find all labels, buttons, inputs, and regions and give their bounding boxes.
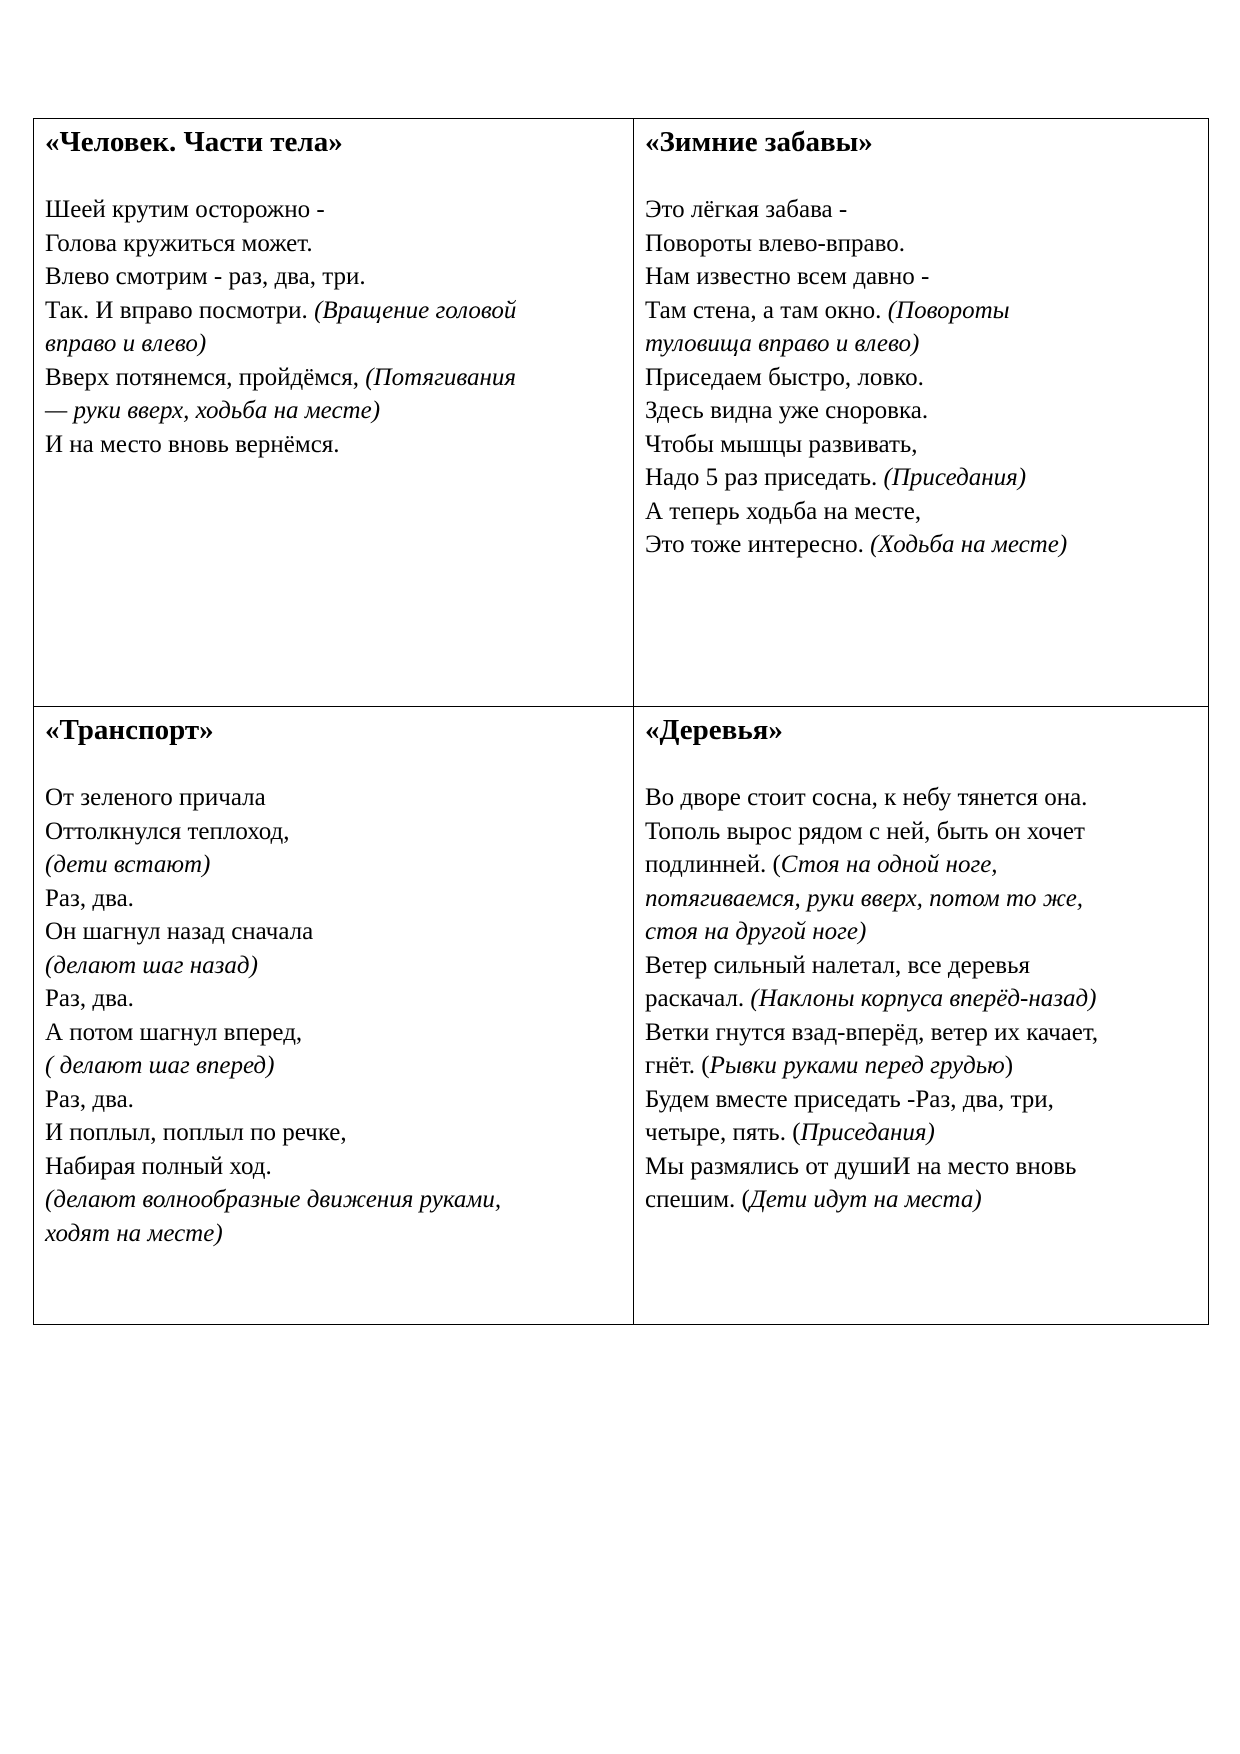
poem-line (45, 327, 622, 361)
poem-text: Здесь видна уже сноровка. (645, 397, 929, 424)
poem-text: гнёт. ( (645, 1052, 710, 1079)
poem-line (45, 260, 622, 294)
poem-line (45, 915, 622, 949)
stage-direction: туловища вправо и влево) (645, 330, 920, 357)
poem-line (645, 882, 1197, 916)
poem-line (645, 394, 1197, 428)
poem-text: От зеленого причала (45, 784, 266, 811)
stage-direction: ( делают шаг вперед) (45, 1052, 275, 1079)
poem-line (45, 1016, 622, 1050)
poem-line (645, 915, 1197, 949)
poem-line (645, 982, 1197, 1016)
stage-direction: Дети идут на места) (749, 1186, 982, 1213)
poem-text: И на место вновь вернёмся. (45, 430, 340, 458)
poem-line (45, 394, 622, 428)
stage-direction: вправо и влево) (45, 330, 207, 357)
table-row (34, 119, 1209, 707)
cell-body (645, 781, 1197, 1217)
poem-line (45, 1217, 622, 1251)
cell-title: «Человек. Части тела» (45, 126, 343, 158)
poem-line (45, 1150, 622, 1184)
poem-line (45, 1049, 622, 1083)
poem-line (45, 428, 622, 462)
poem-line (645, 848, 1197, 882)
poem-line (645, 327, 1197, 361)
poem-line (645, 227, 1197, 261)
poem-text: Это тоже интересно. (645, 531, 871, 558)
poem-line (45, 982, 622, 1016)
poem-line (645, 815, 1197, 849)
cell-derevya (634, 707, 1209, 1325)
cell-zimnie-zabavy (634, 119, 1209, 707)
poem-line (45, 1183, 622, 1217)
poem-line (45, 815, 622, 849)
stage-direction: (делают шаг назад) (45, 951, 258, 979)
poem-text: А потом шагнул вперед, (45, 1018, 303, 1046)
poem-line (645, 260, 1197, 294)
poem-text: ) (1004, 1052, 1014, 1079)
poem-text: спешим. ( (645, 1186, 750, 1213)
poem-text: Он шагнул назад сначала (45, 918, 314, 945)
poem-text: раскачал. (645, 985, 751, 1012)
stage-direction: Рывки руками перед грудью (709, 1052, 1005, 1079)
stage-direction: Стоя на одной ноге, (780, 851, 998, 878)
poem-text: Раз, два. (45, 985, 134, 1012)
poem-text: Мы размялись от душиИ на место вновь (645, 1152, 1077, 1180)
poem-text: А теперь ходьба на месте, (645, 497, 922, 525)
poem-text: Во дворе стоит сосна, к небу тянется она. (645, 784, 1088, 811)
stage-direction: (Приседания) (883, 464, 1027, 491)
poem-text: Влево смотрим - раз, два, три. (45, 263, 366, 290)
poem-line (45, 1116, 622, 1150)
poem-text: Вверх потянемся, пройдёмся, (45, 363, 366, 391)
poem-line (45, 949, 622, 983)
cell-title: «Деревья» (645, 714, 783, 746)
poem-line (645, 495, 1197, 529)
poem-line (45, 294, 622, 328)
stage-direction: стоя на другой ноге) (645, 918, 867, 945)
poem-line (645, 1083, 1197, 1117)
poem-line (645, 1183, 1197, 1217)
poem-text: Нам известно всем давно - (645, 263, 930, 290)
stage-direction: (делают волнообразные движения руками, (45, 1186, 502, 1213)
cell-title: «Зимние забавы» (645, 126, 873, 158)
poem-line (645, 294, 1197, 328)
poem-text: четыре, пять. ( (645, 1119, 801, 1146)
poem-text: Тополь вырос рядом с ней, быть он хочет (645, 817, 1085, 845)
stage-direction: (Потягивания (365, 363, 517, 391)
poem-line (45, 193, 622, 227)
stage-direction: — руки вверх, ходьба на месте) (45, 397, 381, 424)
poem-text: Это лёгкая забава - (645, 196, 848, 223)
poem-text: И поплыл, поплыл по речке, (45, 1119, 347, 1146)
poem-text: Чтобы мышцы развивать, (645, 430, 918, 458)
stage-direction: (Наклоны корпуса вперёд-назад) (750, 985, 1097, 1012)
poem-text: Набирая полный ход. (45, 1152, 272, 1180)
poem-line (45, 848, 622, 882)
poem-line (645, 949, 1197, 983)
stage-direction: (дети встают) (45, 851, 211, 878)
poem-line (645, 528, 1197, 562)
stage-direction: потягиваемся, руки вверх, потом то же, (645, 884, 1084, 912)
exercise-table (33, 118, 1209, 1325)
stage-direction: (Вращение головой (314, 296, 517, 324)
cell-title: «Транспорт» (45, 714, 214, 746)
poem-line (645, 1116, 1197, 1150)
table-row (34, 707, 1209, 1325)
stage-direction: Приседания) (800, 1119, 935, 1146)
poem-line (45, 882, 622, 916)
poem-line (645, 1150, 1197, 1184)
poem-line (645, 1016, 1197, 1050)
poem-line (45, 1083, 622, 1117)
poem-line (645, 1049, 1197, 1083)
cell-transport (34, 707, 634, 1325)
cell-body (45, 193, 622, 461)
poem-text: Ветер сильный налетал, все деревья (645, 951, 1031, 979)
poem-text: Шеей крутим осторожно - (45, 196, 325, 223)
poem-line (645, 461, 1197, 495)
stage-direction: (Повороты (887, 296, 1010, 324)
poem-text: Раз, два. (45, 884, 134, 912)
stage-direction: ходят на месте) (45, 1219, 223, 1247)
poem-line (645, 781, 1197, 815)
poem-line (45, 781, 622, 815)
poem-line (45, 361, 622, 395)
cell-chelovek (34, 119, 634, 707)
cell-body (45, 781, 622, 1250)
poem-text: подлинней. ( (645, 851, 781, 878)
poem-text: Оттолкнулся теплоход, (45, 817, 290, 845)
cell-body (645, 193, 1197, 562)
poem-text: Надо 5 раз приседать. (645, 464, 884, 491)
poem-text: Ветки гнутся взад-вперёд, ветер их качает, (645, 1018, 1099, 1046)
poem-text: Раз, два. (45, 1085, 134, 1113)
poem-line (645, 361, 1197, 395)
poem-text: Там стена, а там окно. (645, 296, 888, 324)
poem-text: Так. И вправо посмотри. (45, 296, 315, 324)
stage-direction: (Ходьба на месте) (870, 531, 1068, 558)
poem-line (645, 193, 1197, 227)
poem-text: Голова кружиться может. (45, 229, 313, 257)
poem-text: Приседаем быстро, ловко. (645, 363, 924, 391)
poem-line (645, 428, 1197, 462)
poem-text: Будем вместе приседать -Раз, два, три, (645, 1085, 1054, 1113)
poem-text: Повороты влево-вправо. (645, 229, 905, 257)
poem-line (45, 227, 622, 261)
